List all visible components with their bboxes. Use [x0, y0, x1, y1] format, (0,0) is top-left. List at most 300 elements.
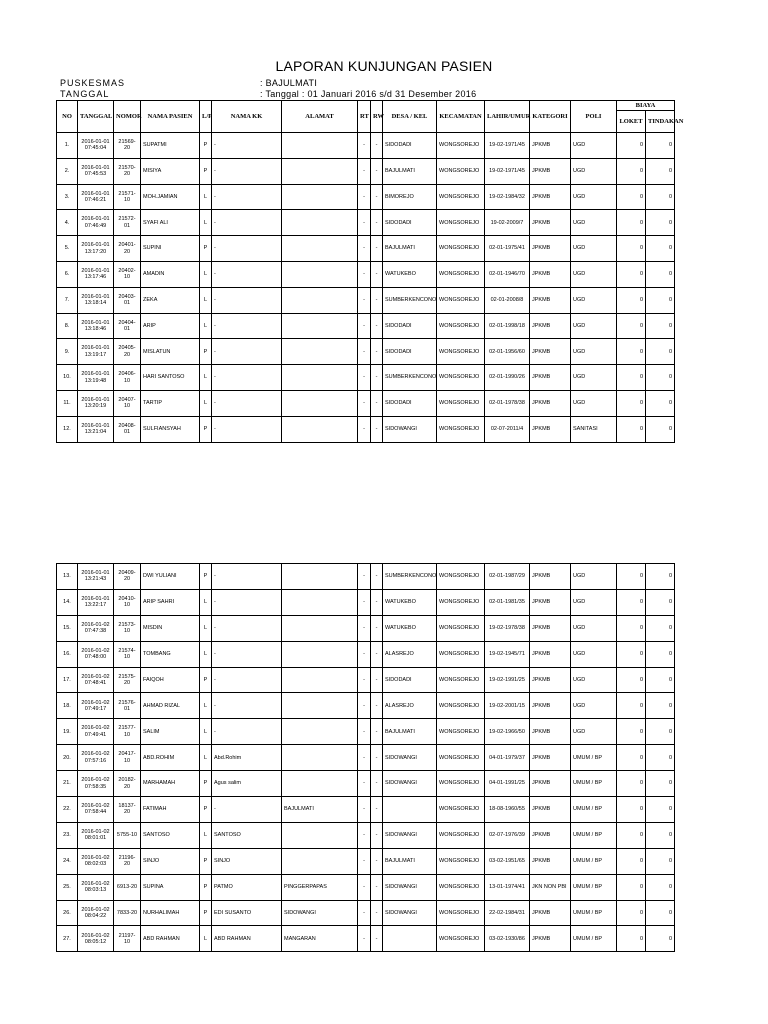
col-poli: POLI	[571, 101, 617, 133]
cell-tanggal: 2016-01-01 07:46:49	[78, 210, 114, 236]
cell-nama-kk: Abd.Rohim	[212, 745, 282, 771]
cell-desa: SUMBERKENCONO	[383, 287, 437, 313]
cell-tanggal: 2016-01-02 07:47:38	[78, 615, 114, 641]
cell-kecamatan: WONGSOREJO	[437, 339, 485, 365]
cell-alamat	[282, 236, 358, 262]
cell-loket: 0	[617, 287, 646, 313]
cell-kecamatan: WONGSOREJO	[437, 261, 485, 287]
cell-loket: 0	[617, 900, 646, 926]
cell-nama-pasien: TOMBANG	[141, 641, 200, 667]
cell-lp: L	[200, 822, 212, 848]
col-kecamatan: KECAMATAN	[437, 101, 485, 133]
cell-tindakan: 0	[646, 133, 675, 159]
cell-no: 26.	[57, 900, 78, 926]
table-row	[57, 719, 675, 745]
cell-lahir: 04-01-1991/25	[485, 771, 530, 797]
cell-rt: -	[358, 564, 371, 590]
cell-lahir: 19-02-1971/45	[485, 158, 530, 184]
visit-table-page-2	[56, 563, 675, 952]
cell-rw: -	[371, 210, 383, 236]
cell-tanggal: 2016-01-01 13:18:46	[78, 313, 114, 339]
cell-rw: -	[371, 365, 383, 391]
cell-poli: UMUM / BP	[571, 771, 617, 797]
cell-nama-kk: -	[212, 693, 282, 719]
cell-tindakan: 0	[646, 797, 675, 823]
col-alamat: ALAMAT	[282, 101, 358, 133]
cell-lp: L	[200, 313, 212, 339]
cell-desa: BAJULMATI	[383, 848, 437, 874]
cell-lp: P	[200, 900, 212, 926]
cell-nama-kk: -	[212, 158, 282, 184]
cell-loket: 0	[617, 158, 646, 184]
cell-desa: SUMBERKENCONO	[383, 365, 437, 391]
cell-desa: SIDOWANGI	[383, 822, 437, 848]
cell-rt: -	[358, 184, 371, 210]
table-row	[57, 261, 675, 287]
cell-alamat	[282, 416, 358, 442]
cell-alamat: PINGGERPAPAS	[282, 874, 358, 900]
cell-tanggal: 2016-01-01 13:20:19	[78, 390, 114, 416]
cell-lahir: 19-02-2001/15	[485, 693, 530, 719]
cell-desa	[383, 797, 437, 823]
cell-nama-kk: ABD RAHMAN	[212, 926, 282, 952]
cell-lahir: 18-08-1960/55	[485, 797, 530, 823]
table-row	[57, 926, 675, 952]
cell-nama-pasien: NURHALIMAH	[141, 900, 200, 926]
cell-nomor: 21577-10	[114, 719, 141, 745]
cell-tanggal: 2016-01-02 07:49:41	[78, 719, 114, 745]
cell-nomor: 20404-01	[114, 313, 141, 339]
cell-lahir: 19-02-2009/7	[485, 210, 530, 236]
cell-poli: UMUM / BP	[571, 797, 617, 823]
cell-poli: UGD	[571, 339, 617, 365]
cell-nama-pasien: ZEKA	[141, 287, 200, 313]
cell-nama-pasien: SANTOSO	[141, 822, 200, 848]
cell-tanggal: 2016-01-01 13:21:04	[78, 416, 114, 442]
cell-rw: -	[371, 822, 383, 848]
cell-nama-kk: -	[212, 641, 282, 667]
col-rw: RW	[371, 101, 383, 133]
cell-poli: UMUM / BP	[571, 926, 617, 952]
cell-lp: P	[200, 771, 212, 797]
puskesmas-row	[60, 78, 318, 88]
cell-rw: -	[371, 693, 383, 719]
cell-lahir: 02-01-1998/18	[485, 313, 530, 339]
tanggal-value: : Tanggal : 01 Januari 2016 s/d 31 Desember 2016	[260, 89, 477, 99]
cell-alamat: BAJULMATI	[282, 797, 358, 823]
cell-rt: -	[358, 874, 371, 900]
cell-tanggal: 2016-01-02 08:03:13	[78, 874, 114, 900]
cell-lahir: 19-02-1984/32	[485, 184, 530, 210]
cell-tanggal: 2016-01-02 07:57:16	[78, 745, 114, 771]
cell-desa: SUMBERKENCONO	[383, 564, 437, 590]
table-row	[57, 184, 675, 210]
cell-alamat	[282, 848, 358, 874]
col-nama-pasien: NAMA PASIEN	[141, 101, 200, 133]
cell-lahir: 22-02-1984/31	[485, 900, 530, 926]
table-row	[57, 564, 675, 590]
cell-kategori: JPKMB	[530, 900, 571, 926]
cell-desa: SIDODADI	[383, 667, 437, 693]
cell-rw: -	[371, 719, 383, 745]
cell-rw: -	[371, 797, 383, 823]
cell-loket: 0	[617, 339, 646, 365]
cell-desa: SIDOWANGI	[383, 900, 437, 926]
cell-desa: WATUKEBO	[383, 589, 437, 615]
cell-kategori: JPKMB	[530, 261, 571, 287]
cell-nomor: 20410-10	[114, 589, 141, 615]
table-row	[57, 287, 675, 313]
cell-no: 6.	[57, 261, 78, 287]
cell-no: 4.	[57, 210, 78, 236]
cell-nama-kk: Agus salim	[212, 771, 282, 797]
cell-lahir: 03-02-1951/65	[485, 848, 530, 874]
visit-table-page-1	[56, 100, 684, 443]
tanggal-label: TANGGAL	[60, 89, 110, 99]
cell-nama-kk: EDI SUSANTO	[212, 900, 282, 926]
cell-nama-pasien: ARIP SAHRI	[141, 589, 200, 615]
cell-loket: 0	[617, 589, 646, 615]
cell-kecamatan: WONGSOREJO	[437, 771, 485, 797]
col-tanggal: TANGGAL	[78, 101, 114, 133]
cell-desa: SIDOWANGI	[383, 874, 437, 900]
cell-kategori: JPKMB	[530, 365, 571, 391]
cell-kategori: JPKMB	[530, 184, 571, 210]
cell-tanggal: 2016-01-01 07:46:21	[78, 184, 114, 210]
cell-kategori: JPKMB	[530, 926, 571, 952]
cell-rt: -	[358, 693, 371, 719]
puskesmas-label: PUSKESMAS	[60, 78, 126, 88]
cell-poli: UMUM / BP	[571, 874, 617, 900]
cell-no: 17.	[57, 667, 78, 693]
cell-nama-pasien: SYAFI ALI	[141, 210, 200, 236]
cell-no: 22.	[57, 797, 78, 823]
cell-tindakan: 0	[646, 261, 675, 287]
cell-nomor: 21576-01	[114, 693, 141, 719]
cell-nomor: 20402-10	[114, 261, 141, 287]
cell-alamat	[282, 390, 358, 416]
cell-no: 15.	[57, 615, 78, 641]
cell-nomor: 21196-20	[114, 848, 141, 874]
cell-no: 10.	[57, 365, 78, 391]
cell-kategori: JPKMB	[530, 615, 571, 641]
cell-alamat	[282, 133, 358, 159]
cell-kecamatan: WONGSOREJO	[437, 848, 485, 874]
cell-nama-pasien: HARI SANTOSO	[141, 365, 200, 391]
cell-tindakan: 0	[646, 184, 675, 210]
cell-kategori: JPKMB	[530, 287, 571, 313]
cell-rt: -	[358, 261, 371, 287]
cell-desa: WATUKEBO	[383, 261, 437, 287]
cell-nomor: 20407-10	[114, 390, 141, 416]
cell-nomor: 20401-20	[114, 236, 141, 262]
cell-poli: UGD	[571, 615, 617, 641]
cell-nama-kk: -	[212, 390, 282, 416]
cell-lahir: 02-01-1946/70	[485, 261, 530, 287]
cell-tindakan: 0	[646, 589, 675, 615]
cell-nama-pasien: ARIP	[141, 313, 200, 339]
cell-kategori: JPKMB	[530, 564, 571, 590]
cell-lp: L	[200, 365, 212, 391]
cell-tanggal: 2016-01-01 13:22:17	[78, 589, 114, 615]
cell-tanggal: 2016-01-02 08:05:12	[78, 926, 114, 952]
cell-loket: 0	[617, 848, 646, 874]
cell-loket: 0	[617, 745, 646, 771]
cell-nomor: 7833-20	[114, 900, 141, 926]
cell-rw: -	[371, 589, 383, 615]
cell-no: 27.	[57, 926, 78, 952]
cell-kecamatan: WONGSOREJO	[437, 184, 485, 210]
cell-poli: UGD	[571, 667, 617, 693]
cell-alamat	[282, 184, 358, 210]
cell-kategori: JPKMB	[530, 693, 571, 719]
cell-lp: P	[200, 797, 212, 823]
cell-kategori: JPKMB	[530, 210, 571, 236]
cell-rw: -	[371, 261, 383, 287]
cell-nama-pasien: MISLATUN	[141, 339, 200, 365]
cell-kategori: JPKMB	[530, 641, 571, 667]
cell-no: 25.	[57, 874, 78, 900]
cell-lp: P	[200, 874, 212, 900]
cell-lp: P	[200, 564, 212, 590]
cell-tanggal: 2016-01-02 08:02:03	[78, 848, 114, 874]
cell-desa	[383, 926, 437, 952]
cell-nama-kk: -	[212, 210, 282, 236]
cell-nomor: 21573-10	[114, 615, 141, 641]
visit-table-page-1-body	[57, 133, 675, 443]
cell-nama-kk: -	[212, 133, 282, 159]
cell-desa: BAJULMATI	[383, 158, 437, 184]
col-nama-kk: NAMA KK	[212, 101, 282, 133]
cell-nama-kk: -	[212, 615, 282, 641]
cell-lp: L	[200, 261, 212, 287]
cell-rt: -	[358, 313, 371, 339]
table-row	[57, 158, 675, 184]
cell-no: 16.	[57, 641, 78, 667]
cell-nama-pasien: SINJO	[141, 848, 200, 874]
cell-lp: L	[200, 745, 212, 771]
cell-rw: -	[371, 745, 383, 771]
cell-nama-kk: -	[212, 564, 282, 590]
cell-lahir: 13-01-1974/41	[485, 874, 530, 900]
cell-tindakan: 0	[646, 926, 675, 952]
cell-alamat	[282, 719, 358, 745]
cell-lp: P	[200, 416, 212, 442]
cell-kategori: JPKMB	[530, 745, 571, 771]
cell-rw: -	[371, 313, 383, 339]
cell-tindakan: 0	[646, 771, 675, 797]
cell-loket: 0	[617, 615, 646, 641]
cell-tanggal: 2016-01-01 13:21:43	[78, 564, 114, 590]
cell-loket: 0	[617, 693, 646, 719]
cell-tindakan: 0	[646, 848, 675, 874]
cell-nomor: 20409-20	[114, 564, 141, 590]
cell-kecamatan: WONGSOREJO	[437, 641, 485, 667]
cell-nomor: 20417-10	[114, 745, 141, 771]
cell-poli: UGD	[571, 564, 617, 590]
cell-desa: SIDODADI	[383, 133, 437, 159]
cell-no: 5.	[57, 236, 78, 262]
col-biaya: BIAYA	[617, 101, 675, 111]
cell-nama-pasien: SULFIANSYAH	[141, 416, 200, 442]
cell-desa: SIDODADI	[383, 210, 437, 236]
cell-kategori: JPKMB	[530, 848, 571, 874]
cell-rt: -	[358, 641, 371, 667]
cell-kategori: JPKMB	[530, 719, 571, 745]
cell-kecamatan: WONGSOREJO	[437, 236, 485, 262]
cell-kategori: JPKMB	[530, 822, 571, 848]
cell-desa: BIMOREJO	[383, 184, 437, 210]
cell-desa: SIDODADI	[383, 313, 437, 339]
cell-rt: -	[358, 848, 371, 874]
cell-alamat	[282, 771, 358, 797]
cell-tanggal: 2016-01-01 13:19:48	[78, 365, 114, 391]
cell-tanggal: 2016-01-01 13:18:14	[78, 287, 114, 313]
table-row	[57, 771, 675, 797]
cell-nama-kk: -	[212, 184, 282, 210]
cell-loket: 0	[617, 236, 646, 262]
cell-rw: -	[371, 416, 383, 442]
cell-no: 12.	[57, 416, 78, 442]
cell-tanggal: 2016-01-02 07:49:17	[78, 693, 114, 719]
cell-nama-pasien: DWI YULIANI	[141, 564, 200, 590]
table-row	[57, 745, 675, 771]
cell-rw: -	[371, 236, 383, 262]
cell-poli: UGD	[571, 261, 617, 287]
cell-rw: -	[371, 667, 383, 693]
cell-tanggal: 2016-01-01 07:45:53	[78, 158, 114, 184]
cell-desa: SIDOWANGI	[383, 771, 437, 797]
cell-tindakan: 0	[646, 615, 675, 641]
table-row	[57, 797, 675, 823]
cell-nama-pasien: MISIYA	[141, 158, 200, 184]
table-row	[57, 416, 675, 442]
cell-poli: UGD	[571, 693, 617, 719]
cell-no: 23.	[57, 822, 78, 848]
cell-no: 20.	[57, 745, 78, 771]
cell-kecamatan: WONGSOREJO	[437, 158, 485, 184]
cell-kecamatan: WONGSOREJO	[437, 416, 485, 442]
cell-nama-pasien: SUPINA	[141, 874, 200, 900]
cell-lp: L	[200, 926, 212, 952]
table-row	[57, 133, 675, 159]
cell-kecamatan: WONGSOREJO	[437, 797, 485, 823]
cell-no: 3.	[57, 184, 78, 210]
table-row	[57, 615, 675, 641]
cell-lp: L	[200, 641, 212, 667]
cell-rw: -	[371, 184, 383, 210]
cell-desa: ALASREJO	[383, 641, 437, 667]
cell-rw: -	[371, 287, 383, 313]
cell-lahir: 02-07-2011/4	[485, 416, 530, 442]
cell-poli: UGD	[571, 313, 617, 339]
cell-kategori: JPKMB	[530, 771, 571, 797]
cell-rt: -	[358, 158, 371, 184]
cell-rt: -	[358, 615, 371, 641]
cell-rw: -	[371, 133, 383, 159]
cell-nomor: 21572-01	[114, 210, 141, 236]
cell-poli: UMUM / BP	[571, 848, 617, 874]
cell-lp: P	[200, 848, 212, 874]
cell-rt: -	[358, 719, 371, 745]
cell-loket: 0	[617, 390, 646, 416]
table-row	[57, 365, 675, 391]
cell-alamat	[282, 564, 358, 590]
cell-tanggal: 2016-01-02 07:58:44	[78, 797, 114, 823]
cell-nama-pasien: SUPINI	[141, 236, 200, 262]
cell-rt: -	[358, 416, 371, 442]
cell-nomor: 20405-20	[114, 339, 141, 365]
cell-rw: -	[371, 339, 383, 365]
cell-tindakan: 0	[646, 287, 675, 313]
cell-poli: UMUM / BP	[571, 745, 617, 771]
cell-nama-pasien: FATIMAH	[141, 797, 200, 823]
cell-kecamatan: WONGSOREJO	[437, 313, 485, 339]
cell-loket: 0	[617, 184, 646, 210]
col-loket: LOKET	[617, 111, 646, 133]
cell-loket: 0	[617, 365, 646, 391]
cell-lp: P	[200, 236, 212, 262]
cell-rt: -	[358, 745, 371, 771]
cell-rt: -	[358, 900, 371, 926]
cell-nama-kk: -	[212, 797, 282, 823]
cell-tanggal: 2016-01-01 13:19:17	[78, 339, 114, 365]
cell-rt: -	[358, 287, 371, 313]
cell-tindakan: 0	[646, 693, 675, 719]
cell-lahir: 02-01-1987/29	[485, 564, 530, 590]
cell-poli: UGD	[571, 236, 617, 262]
cell-no: 7.	[57, 287, 78, 313]
cell-nomor: 5755-10	[114, 822, 141, 848]
cell-tanggal: 2016-01-02 07:48:41	[78, 667, 114, 693]
cell-lp: P	[200, 158, 212, 184]
cell-lp: L	[200, 693, 212, 719]
cell-kategori: JPKMB	[530, 390, 571, 416]
cell-tindakan: 0	[646, 390, 675, 416]
cell-kecamatan: WONGSOREJO	[437, 719, 485, 745]
cell-poli: UGD	[571, 210, 617, 236]
cell-kategori: JPKMB	[530, 236, 571, 262]
cell-rw: -	[371, 771, 383, 797]
cell-rt: -	[358, 797, 371, 823]
cell-nomor: 21569-20	[114, 133, 141, 159]
col-kategori: KATEGORI	[530, 101, 571, 133]
report-title: LAPORAN KUNJUNGAN PASIEN	[275, 58, 493, 74]
cell-lp: P	[200, 667, 212, 693]
cell-tindakan: 0	[646, 158, 675, 184]
cell-loket: 0	[617, 313, 646, 339]
cell-alamat	[282, 589, 358, 615]
table-row	[57, 210, 675, 236]
cell-lahir: 19-02-1991/25	[485, 667, 530, 693]
cell-no: 8.	[57, 313, 78, 339]
cell-poli: UMUM / BP	[571, 900, 617, 926]
cell-lp: L	[200, 719, 212, 745]
cell-rw: -	[371, 615, 383, 641]
cell-poli: UGD	[571, 365, 617, 391]
table-row	[57, 641, 675, 667]
cell-nama-pasien: ABD.ROHIM	[141, 745, 200, 771]
table-row	[57, 313, 675, 339]
cell-tindakan: 0	[646, 874, 675, 900]
cell-nama-pasien: SUPATMI	[141, 133, 200, 159]
cell-lp: L	[200, 287, 212, 313]
cell-lp: P	[200, 339, 212, 365]
cell-loket: 0	[617, 874, 646, 900]
cell-nama-pasien: ABD RAHMAN	[141, 926, 200, 952]
cell-loket: 0	[617, 210, 646, 236]
cell-poli: UMUM / BP	[571, 822, 617, 848]
